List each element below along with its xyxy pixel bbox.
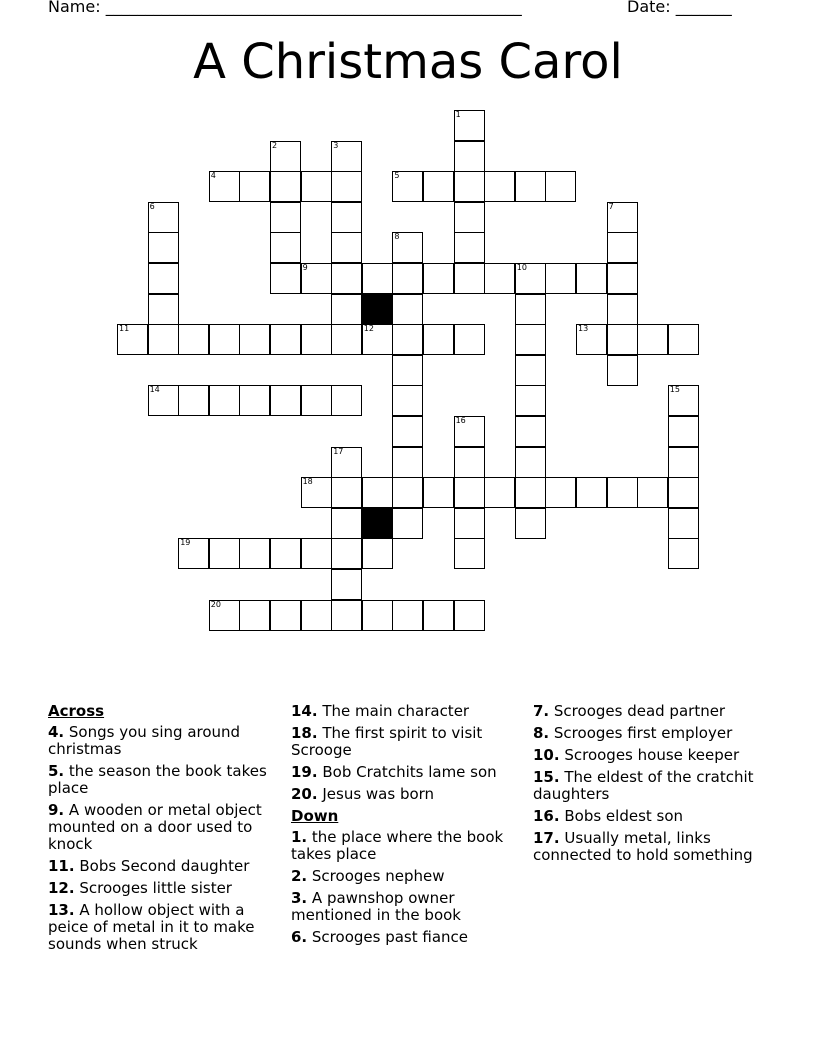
grid-cell[interactable] — [454, 263, 485, 294]
grid-cell[interactable] — [148, 294, 179, 325]
grid-cell[interactable] — [270, 385, 301, 416]
grid-cell[interactable] — [484, 171, 515, 202]
grid-cell[interactable] — [454, 600, 485, 631]
grid-cell[interactable] — [331, 447, 362, 478]
grid-cell[interactable] — [392, 324, 423, 355]
clue-item — [291, 725, 523, 759]
grid-cell[interactable] — [392, 263, 423, 294]
grid-cell[interactable] — [331, 202, 362, 233]
clues-column-3 — [533, 703, 783, 869]
clue-number-label: 2 — [272, 140, 278, 150]
page-title: A Christmas Carol — [193, 34, 623, 90]
grid-cell[interactable] — [515, 263, 546, 294]
grid-cell[interactable] — [607, 477, 638, 508]
grid-cell[interactable] — [515, 355, 546, 386]
grid-cell[interactable] — [423, 324, 454, 355]
grid-cell[interactable] — [209, 600, 240, 631]
grid-cell[interactable] — [301, 385, 332, 416]
grid-cell[interactable] — [392, 447, 423, 478]
name-blank[interactable]: ____________________________________________________ — [105, 0, 522, 16]
clue-text: The main character — [317, 702, 470, 720]
grid-cell[interactable] — [301, 538, 332, 569]
grid-cell[interactable] — [148, 202, 179, 233]
clue-number: 5. — [48, 762, 65, 780]
clue-number: 13. — [48, 901, 75, 919]
grid-cell[interactable] — [668, 385, 699, 416]
clue-text: Scrooges past fiance — [307, 928, 469, 946]
grid-cell[interactable] — [637, 324, 668, 355]
clue-text: Scrooges first employer — [549, 724, 733, 742]
grid-cell[interactable] — [362, 538, 393, 569]
date-blank[interactable]: _______ — [675, 0, 732, 16]
grid-cell[interactable] — [423, 263, 454, 294]
clue-number-label: 9 — [302, 263, 308, 272]
grid-cell[interactable] — [515, 324, 546, 355]
clue-number-label: 5 — [394, 171, 400, 181]
grid-cell[interactable] — [148, 385, 179, 416]
grid-cell[interactable] — [392, 600, 423, 631]
grid-cell[interactable] — [392, 294, 423, 325]
grid-cell[interactable] — [576, 477, 607, 508]
grid-cell[interactable] — [301, 263, 332, 294]
grid-cell[interactable] — [607, 232, 638, 263]
grid-cell[interactable] — [637, 477, 668, 508]
grid-cell[interactable] — [668, 324, 699, 355]
clue-number: 12. — [48, 879, 75, 897]
clue-item — [291, 868, 523, 885]
black-square — [362, 508, 393, 539]
clue-number-label: 8 — [394, 232, 400, 242]
grid-cell[interactable] — [607, 263, 638, 294]
grid-cell[interactable] — [362, 324, 393, 355]
grid-cell[interactable] — [362, 477, 393, 508]
grid-cell[interactable] — [331, 508, 362, 539]
grid-cell[interactable] — [301, 600, 332, 631]
clue-number-label: 18 — [302, 477, 313, 487]
clue-number: 11. — [48, 857, 75, 875]
grid-cell[interactable] — [423, 477, 454, 508]
grid-cell[interactable] — [331, 232, 362, 263]
clue-number: 17. — [533, 829, 560, 847]
clue-number-label: 19 — [180, 538, 191, 548]
clue-number-label: 14 — [149, 385, 160, 395]
clue-number-label: 6 — [149, 201, 155, 211]
grid-cell[interactable] — [117, 324, 148, 355]
clue-number: 14. — [291, 702, 318, 720]
clue-number: 20. — [291, 785, 318, 803]
clue-number: 10. — [533, 746, 560, 764]
clue-item — [291, 703, 523, 720]
grid-cell[interactable] — [668, 447, 699, 478]
clue-number-label: 7 — [608, 201, 614, 211]
clue-item — [533, 703, 783, 720]
clues-column-1 — [48, 703, 280, 958]
clue-text: Usually metal, links connected to hold something — [533, 829, 753, 864]
grid-cell[interactable] — [331, 171, 362, 202]
clue-text: A hollow object with a peice of metal in it to make sounds when struck — [48, 901, 255, 953]
grid-cell[interactable] — [392, 508, 423, 539]
clue-number: 18. — [291, 724, 318, 742]
grid-cell[interactable] — [209, 385, 240, 416]
grid-cell[interactable] — [607, 324, 638, 355]
grid-cell[interactable] — [239, 600, 270, 631]
grid-cell[interactable] — [515, 294, 546, 325]
grid-cell[interactable] — [454, 477, 485, 508]
grid-cell[interactable] — [515, 508, 546, 539]
clue-number-label: 20 — [210, 599, 221, 609]
clue-item — [48, 802, 280, 853]
clue-item — [533, 769, 783, 803]
grid-cell[interactable] — [270, 538, 301, 569]
grid-cell[interactable] — [270, 232, 301, 263]
clue-item — [291, 764, 523, 781]
grid-cell[interactable] — [668, 416, 699, 447]
clue-text: Scrooges nephew — [307, 867, 445, 885]
clue-number: 6. — [291, 928, 308, 946]
grid-cell[interactable] — [270, 263, 301, 294]
clue-item — [48, 858, 280, 875]
clue-number-label: 17 — [333, 446, 344, 456]
clue-text: Songs you sing around christmas — [48, 723, 241, 758]
grid-cell[interactable] — [423, 600, 454, 631]
grid-cell[interactable] — [392, 385, 423, 416]
clue-number-label: 11 — [119, 324, 130, 334]
grid-cell[interactable] — [362, 263, 393, 294]
grid-cell[interactable] — [331, 600, 362, 631]
grid-cell[interactable] — [362, 600, 393, 631]
grid-cell[interactable] — [331, 141, 362, 172]
grid-cell[interactable] — [454, 447, 485, 478]
clue-text: Bobs Second daughter — [74, 857, 250, 875]
grid-cell[interactable] — [270, 202, 301, 233]
grid-cell[interactable] — [607, 294, 638, 325]
clue-text: Scrooges house keeper — [559, 746, 740, 764]
clue-number: 3. — [291, 889, 308, 907]
grid-cell[interactable] — [270, 171, 301, 202]
clue-number-label: 1 — [455, 110, 461, 119]
clue-number-label: 13 — [578, 324, 589, 334]
clue-number-label: 10 — [516, 263, 527, 272]
grid-cell[interactable] — [576, 324, 607, 355]
clue-item — [291, 890, 523, 924]
grid-cell[interactable] — [209, 171, 240, 202]
black-square — [362, 294, 393, 325]
grid-cell[interactable] — [239, 538, 270, 569]
grid-cell[interactable] — [454, 171, 485, 202]
grid-cell[interactable] — [515, 416, 546, 447]
grid-cell[interactable] — [454, 110, 485, 141]
grid-cell[interactable] — [668, 508, 699, 539]
grid-cell[interactable] — [515, 477, 546, 508]
clue-item — [48, 763, 280, 797]
clue-number: 19. — [291, 763, 318, 781]
grid-cell[interactable] — [515, 447, 546, 478]
grid-cell[interactable] — [270, 324, 301, 355]
clue-item — [291, 786, 523, 803]
grid-cell[interactable] — [301, 477, 332, 508]
grid-cell[interactable] — [148, 324, 179, 355]
grid-cell[interactable] — [148, 263, 179, 294]
grid-cell[interactable] — [576, 263, 607, 294]
grid-cell[interactable] — [239, 385, 270, 416]
clue-text: The first spirit to visit Scrooge — [291, 724, 483, 759]
down-heading: Down — [291, 807, 339, 825]
grid-cell[interactable] — [392, 171, 423, 202]
clue-item — [533, 808, 783, 825]
name-label: Name: — [48, 0, 101, 16]
clue-number: 2. — [291, 867, 308, 885]
grid-cell[interactable] — [178, 324, 209, 355]
clue-number-label: 15 — [669, 385, 680, 395]
clue-text: The eldest of the cratchit daughters — [533, 768, 754, 803]
grid-cell[interactable] — [209, 538, 240, 569]
grid-cell[interactable] — [423, 171, 454, 202]
grid-cell[interactable] — [515, 385, 546, 416]
grid-cell[interactable] — [331, 263, 362, 294]
grid-cell[interactable] — [331, 385, 362, 416]
clue-text: Scrooges dead partner — [549, 702, 726, 720]
clue-text: Bobs eldest son — [559, 807, 684, 825]
grid-cell[interactable] — [392, 232, 423, 263]
clue-number: 8. — [533, 724, 550, 742]
clue-number-label: 16 — [455, 416, 466, 425]
grid-cell[interactable] — [331, 569, 362, 600]
clue-text: Jesus was born — [317, 785, 435, 803]
clue-number: 9. — [48, 801, 65, 819]
grid-cell[interactable] — [545, 477, 576, 508]
grid-cell[interactable] — [484, 477, 515, 508]
clue-item — [48, 724, 280, 758]
grid-cell[interactable] — [301, 324, 332, 355]
across-heading: Across — [48, 702, 105, 720]
clue-number: 7. — [533, 702, 550, 720]
grid-cell[interactable] — [607, 202, 638, 233]
clue-text: Scrooges little sister — [74, 879, 232, 897]
grid-cell[interactable] — [454, 141, 485, 172]
clue-item — [48, 880, 280, 897]
clue-item — [533, 830, 783, 864]
clue-number: 15. — [533, 768, 560, 786]
clue-item — [291, 929, 523, 946]
grid-cell[interactable] — [454, 508, 485, 539]
grid-cell[interactable] — [668, 477, 699, 508]
grid-cell[interactable] — [270, 600, 301, 631]
grid-cell[interactable] — [484, 263, 515, 294]
clue-text: A pawnshop owner mentioned in the book — [291, 889, 461, 924]
grid-cell[interactable] — [454, 202, 485, 233]
grid-cell[interactable] — [515, 171, 546, 202]
grid-cell[interactable] — [454, 416, 485, 447]
clue-item — [291, 829, 523, 863]
grid-cell[interactable] — [148, 232, 179, 263]
clue-text: Bob Cratchits lame son — [317, 763, 497, 781]
grid-cell[interactable] — [454, 232, 485, 263]
clue-item — [533, 725, 783, 742]
clue-number-label: 3 — [333, 140, 339, 150]
clue-text: the place where the book takes place — [291, 828, 504, 863]
clue-number: 4. — [48, 723, 65, 741]
grid-cell[interactable] — [239, 324, 270, 355]
grid-cell[interactable] — [454, 538, 485, 569]
grid-cell[interactable] — [392, 416, 423, 447]
grid-cell[interactable] — [545, 263, 576, 294]
grid-cell[interactable] — [454, 324, 485, 355]
clue-item — [533, 747, 783, 764]
grid-cell[interactable] — [392, 355, 423, 386]
grid-cell[interactable] — [209, 324, 240, 355]
grid-cell[interactable] — [270, 141, 301, 172]
grid-cell[interactable] — [331, 294, 362, 325]
grid-cell[interactable] — [331, 324, 362, 355]
grid-cell[interactable] — [668, 538, 699, 569]
clue-number: 1. — [291, 828, 308, 846]
clues-column-2 — [291, 703, 523, 951]
clue-number-label: 4 — [210, 171, 216, 181]
grid-cell[interactable] — [178, 385, 209, 416]
grid-cell[interactable] — [239, 171, 270, 202]
clue-number: 16. — [533, 807, 560, 825]
grid-cell[interactable] — [607, 355, 638, 386]
grid-cell[interactable] — [331, 477, 362, 508]
clue-item — [48, 902, 280, 953]
date-label: Date: — [627, 0, 671, 16]
grid-cell[interactable] — [545, 171, 576, 202]
clue-text: A wooden or metal object mounted on a door used to knock — [48, 801, 262, 853]
grid-cell[interactable] — [301, 171, 332, 202]
clue-text: the season the book takes place — [48, 762, 267, 797]
clue-number-label: 12 — [363, 324, 374, 334]
grid-cell[interactable] — [178, 538, 209, 569]
grid-cell[interactable] — [331, 538, 362, 569]
grid-cell[interactable] — [392, 477, 423, 508]
